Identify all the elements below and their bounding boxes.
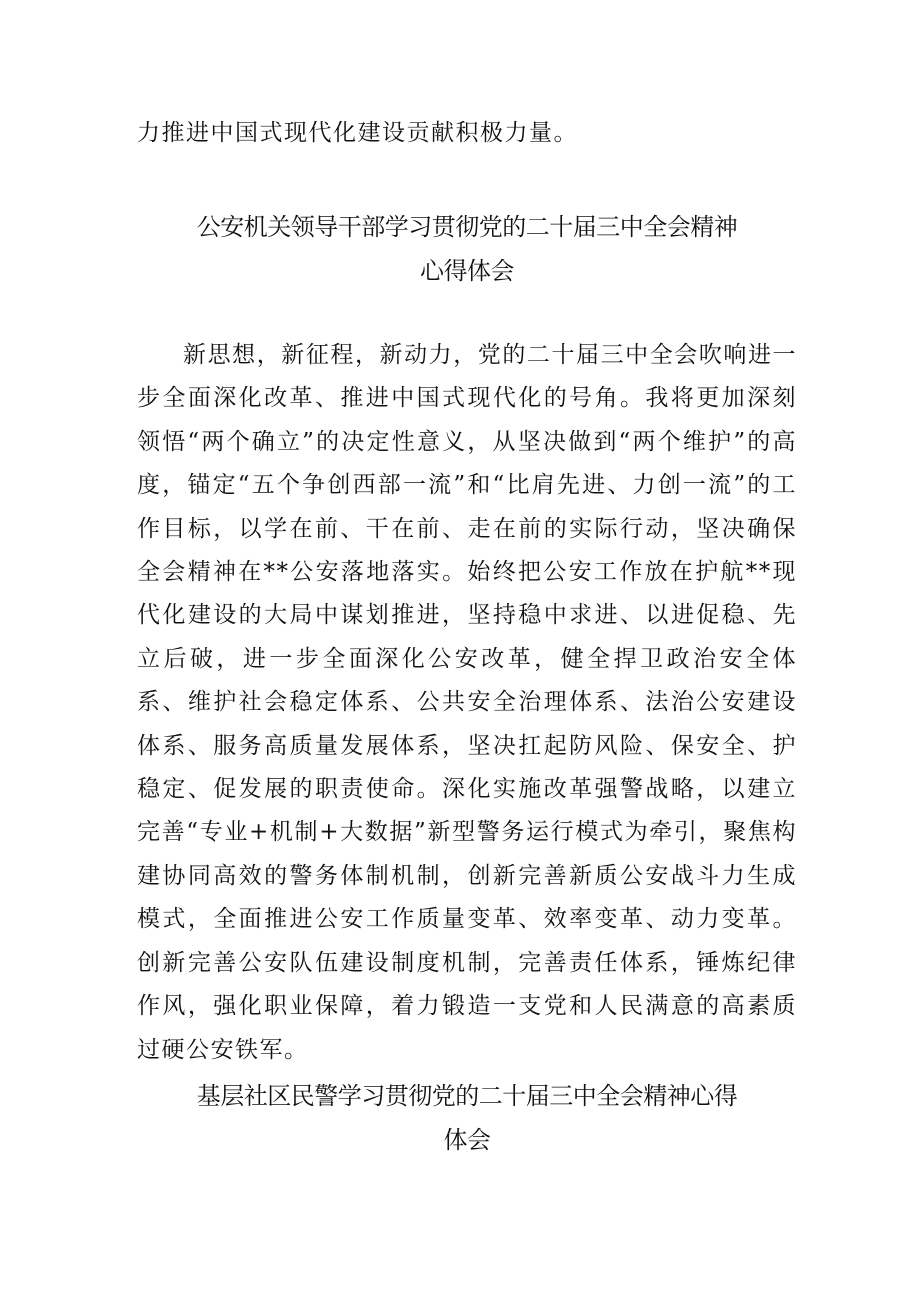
section2-title-line2: 体会 [443,1126,491,1154]
section2-title-line1: 基层社区民警学习贯彻党的二十届三中全会精神心得 [196,1082,738,1110]
section1-title-line1: 公安机关领导干部学习贯彻党的二十届三中全会精神 [196,213,738,241]
section2-title [137,1074,797,1162]
section1-body-paragraph: 新思想，新征程，新动力，党的二十届三中全会吹响进一步全面深化改革、推进中国式现代化的号角。我将更加深刻领悟“两个确立”的决定性意义，从坚决做到“两个维护”的高度，锚定“五个争创西部一流”和“比肩先进、力创一流”的工作目标，以学在前、干在前、走在前的实际行动，坚决确保全会精神在**公安落地落实。始终把公安工作放在护航**现代化建设的大局中谋划推进，坚持稳中求进、以进促稳、先立后破，进一步全面深化公安改革，健全捍卫政治安全体系、维护社会稳定体系、公共安全治理体系、法治公安建设体系、服务高质量发展体系，坚决扛起防风险、保安全、护稳定、促发展的职责使命。深化实施改革强警战略，以建立完善“专业+机制+大数据”新型警务运行模式为牵引，聚焦构建协同高效的警务体制机制，创新完善新质公安战斗力生成模式，全面推进公安工作质量变革、效率变革、动力变革。创新完善公安队伍建设制度机制，完善责任体系，锤炼纪律作风，强化职业保障，着力锻造一支党和人民满意的高素质过硬公安铁军。 [137,342,797,1063]
section1-title [137,205,797,293]
continuation-paragraph: 力推进中国式现代化建设贡献积极力量。 [137,120,578,146]
section1-title-line2: 心得体会 [420,257,514,285]
